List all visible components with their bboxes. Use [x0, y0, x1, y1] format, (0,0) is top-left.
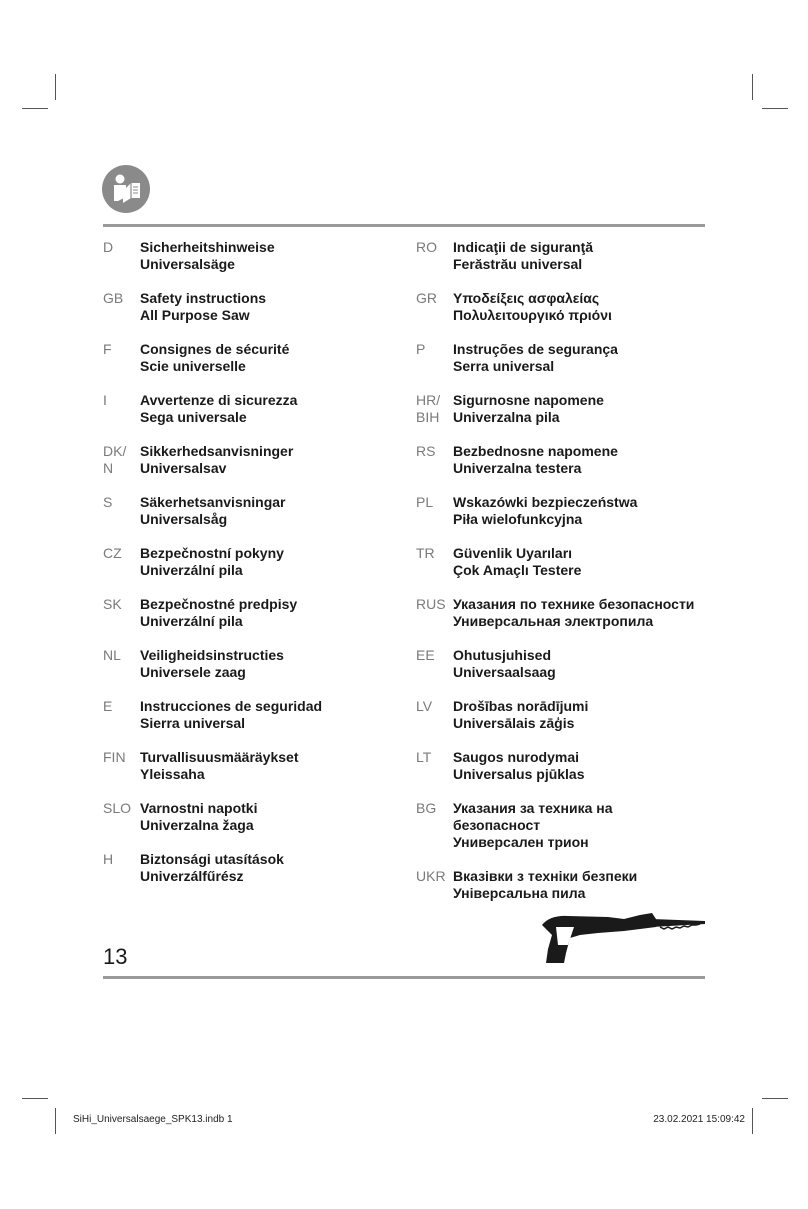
- language-code-line: LV: [416, 698, 433, 714]
- language-title: [140, 545, 284, 579]
- language-title: [140, 698, 322, 732]
- language-entry: [103, 647, 284, 681]
- language-code-line: S: [103, 494, 113, 510]
- language-code: [103, 443, 140, 477]
- safety-instructions-title: Bezpečnostné predpisy: [140, 596, 298, 612]
- product-name: Univerzální pila: [140, 562, 243, 578]
- language-code: [103, 749, 140, 783]
- safety-instructions-title: Instrucciones de seguridad: [140, 698, 323, 714]
- safety-instructions-title: Consignes de sécurité: [140, 341, 290, 357]
- language-code: [103, 545, 140, 579]
- language-entry: [103, 341, 289, 375]
- language-entry: [416, 868, 637, 902]
- language-entry: [416, 800, 613, 851]
- language-title: [140, 290, 266, 324]
- product-name: безопасност: [453, 817, 541, 833]
- product-name: All Purpose Saw: [140, 307, 250, 323]
- language-entry: [416, 392, 604, 426]
- language-title: [453, 749, 585, 783]
- language-title: [453, 868, 637, 902]
- language-code-line: FIN: [103, 749, 126, 765]
- safety-instructions-title: Sicherheitshinweise: [140, 239, 275, 255]
- language-code-line: EE: [416, 647, 435, 663]
- language-code-line: RUS: [416, 596, 446, 612]
- language-title: [453, 647, 556, 681]
- safety-instructions-title: Avvertenze di sicurezza: [140, 392, 298, 408]
- crop-mark: [22, 1098, 48, 1099]
- crop-mark: [55, 74, 56, 100]
- language-title: [453, 545, 581, 579]
- crop-mark: [752, 74, 753, 100]
- safety-instructions-title: Safety instructions: [140, 290, 267, 306]
- product-name: Universālais zāģis: [453, 715, 575, 731]
- language-code-line: TR: [416, 545, 435, 561]
- language-entry: [103, 392, 297, 426]
- language-entry: [416, 698, 588, 732]
- product-name: Universaalsaag: [453, 664, 556, 680]
- language-code-line: GB: [103, 290, 124, 306]
- language-title: [140, 494, 286, 528]
- safety-instructions-title: Sigurnosne napomene: [453, 392, 604, 408]
- language-code: [416, 341, 453, 375]
- language-code: [416, 239, 453, 273]
- language-entry: [103, 239, 275, 273]
- language-code-line: SK: [103, 596, 122, 612]
- safety-instructions-title: Güvenlik Uyarıları: [453, 545, 573, 561]
- language-entry: [416, 239, 593, 273]
- crop-mark: [752, 1108, 753, 1134]
- language-entry: [416, 749, 585, 783]
- language-code: [103, 800, 140, 834]
- language-code-line: E: [103, 698, 113, 714]
- safety-instructions-title: Biztonsági utasítások: [140, 851, 284, 867]
- safety-instructions-title: Varnostni napotki: [140, 800, 258, 816]
- language-code: [103, 647, 140, 681]
- product-name: Univerzalna testera: [453, 460, 582, 476]
- language-entry: [416, 290, 612, 324]
- language-code-line: D: [103, 239, 114, 255]
- safety-instructions-title: Υποδείξεις ασφαλείας: [453, 290, 600, 306]
- language-code: [103, 494, 140, 528]
- crop-mark: [55, 1108, 56, 1134]
- crop-mark: [762, 1098, 788, 1099]
- language-entry: [103, 290, 266, 324]
- language-code-line: DK/: [103, 443, 127, 459]
- language-code-line: PL: [416, 494, 434, 510]
- language-code-line: CZ: [103, 545, 122, 561]
- product-name: Универсален трион: [453, 834, 589, 850]
- language-title: [140, 392, 297, 426]
- top-divider: [103, 224, 705, 227]
- language-entry: [103, 749, 299, 783]
- language-code-line: RO: [416, 239, 437, 255]
- language-entry: [103, 596, 297, 630]
- language-entry: [416, 545, 581, 579]
- product-name: Univerzálfűrész: [140, 868, 244, 884]
- language-entry: [103, 851, 284, 885]
- product-name: Sierra universal: [140, 715, 246, 731]
- safety-instructions-title: Wskazówki bezpieczeństwa: [453, 494, 638, 510]
- language-code: [416, 800, 453, 851]
- language-code: [416, 868, 453, 902]
- language-code: [103, 698, 140, 732]
- language-code: [103, 596, 140, 630]
- safety-instructions-title: Drošības norādījumi: [453, 698, 589, 714]
- product-name: Универсальная электропила: [453, 613, 654, 629]
- crop-mark: [22, 108, 48, 109]
- language-title: [453, 392, 604, 426]
- read-manual-icon: [102, 165, 150, 213]
- language-title: [453, 443, 618, 477]
- language-entry: [103, 800, 257, 834]
- safety-instructions-title: Указания за техника на: [453, 800, 613, 816]
- language-code: [416, 545, 453, 579]
- product-name: Çok Amaçlı Testere: [453, 562, 582, 578]
- language-title: [140, 851, 284, 885]
- language-entry: [416, 596, 694, 630]
- safety-instructions-title: Ohutusjuhised: [453, 647, 551, 663]
- language-code-line: RS: [416, 443, 436, 459]
- language-code: [103, 239, 140, 273]
- safety-instructions-title: Bezbednosne napomene: [453, 443, 618, 459]
- language-entry: [103, 494, 286, 528]
- language-code-line: GR: [416, 290, 437, 306]
- language-code: [416, 290, 453, 324]
- language-title: [453, 596, 694, 630]
- language-title: [140, 800, 257, 834]
- product-name: Universalus pjūklas: [453, 766, 585, 782]
- language-title: [140, 341, 289, 375]
- bottom-divider: [103, 976, 705, 979]
- language-code: [103, 290, 140, 324]
- language-title: [453, 290, 612, 324]
- language-code: [416, 494, 453, 528]
- product-name: Yleissaha: [140, 766, 205, 782]
- language-title: [140, 443, 293, 477]
- language-code: [103, 392, 140, 426]
- language-code: [103, 341, 140, 375]
- safety-instructions-title: Saugos nurodymai: [453, 749, 580, 765]
- language-title: [453, 494, 637, 528]
- safety-instructions-title: Instruções de segurança: [453, 341, 618, 357]
- language-code-line: P: [416, 341, 426, 357]
- language-title: [140, 749, 299, 783]
- language-entry: [416, 341, 618, 375]
- product-name: Univerzalna pila: [453, 409, 560, 425]
- product-name: Univerzalna žaga: [140, 817, 254, 833]
- product-name: Univerzální pila: [140, 613, 243, 629]
- language-entry: [103, 545, 284, 579]
- language-title: [140, 596, 297, 630]
- page-number: 13: [103, 944, 128, 969]
- language-title: [453, 800, 613, 851]
- product-name: Scie universelle: [140, 358, 246, 374]
- product-name: Piła wielofunkcyjna: [453, 511, 583, 527]
- language-title: [140, 239, 275, 273]
- language-title: [453, 239, 593, 273]
- safety-instructions-title: Turvallisuusmääräykset: [140, 749, 299, 765]
- safety-instructions-title: Указания по технике безопасности: [453, 596, 695, 612]
- safety-instructions-title: Indicaţii de siguranţă: [453, 239, 594, 255]
- language-entry: [103, 443, 293, 477]
- reciprocating-saw-icon: [528, 905, 706, 972]
- language-code: [416, 749, 453, 783]
- language-code-line: N: [103, 460, 114, 476]
- language-code-line: SLO: [103, 800, 132, 816]
- product-name: Serra universal: [453, 358, 555, 374]
- language-code-line: I: [103, 392, 107, 408]
- product-name: Універсальна пила: [453, 885, 586, 901]
- language-code-line: LT: [416, 749, 432, 765]
- footer-file-name: SiHi_Universalsaege_SPK13.indb 1: [73, 1114, 233, 1125]
- product-name: Universele zaag: [140, 664, 246, 680]
- language-entry: [416, 443, 618, 477]
- language-code: [416, 443, 453, 477]
- language-title: [453, 698, 588, 732]
- safety-instructions-title: Veiligheidsinstructies: [140, 647, 284, 663]
- safety-instructions-title: Sikkerhedsanvisninger: [140, 443, 294, 459]
- language-entry: [416, 494, 637, 528]
- language-code: [416, 596, 453, 630]
- safety-instructions-title: Bezpečnostní pokyny: [140, 545, 284, 561]
- language-title: [140, 647, 284, 681]
- language-entry: [416, 647, 556, 681]
- footer-timestamp: 23.02.2021 15:09:42: [653, 1114, 745, 1125]
- language-entry: [103, 698, 322, 732]
- language-code-line: BG: [416, 800, 437, 816]
- language-code-line: HR/: [416, 392, 441, 408]
- product-name: Universalsäge: [140, 256, 235, 272]
- product-name: Universalsav: [140, 460, 227, 476]
- language-code-line: BIH: [416, 409, 440, 425]
- language-code-line: F: [103, 341, 112, 357]
- language-title: [453, 341, 618, 375]
- product-name: Πολυλειτουργικό πριόνι: [453, 307, 612, 323]
- language-code: [416, 392, 453, 426]
- language-code-line: H: [103, 851, 114, 867]
- language-code: [416, 698, 453, 732]
- product-name: Sega universale: [140, 409, 247, 425]
- language-code-line: NL: [103, 647, 121, 663]
- language-code: [416, 647, 453, 681]
- safety-instructions-title: Säkerhetsanvisningar: [140, 494, 286, 510]
- product-name: Universalsåg: [140, 511, 228, 527]
- language-code: [103, 851, 140, 885]
- safety-instructions-title: Вказівки з техніки безпеки: [453, 868, 638, 884]
- language-code-line: UKR: [416, 868, 446, 884]
- product-name: Ferăstrău universal: [453, 256, 583, 272]
- crop-mark: [762, 108, 788, 109]
